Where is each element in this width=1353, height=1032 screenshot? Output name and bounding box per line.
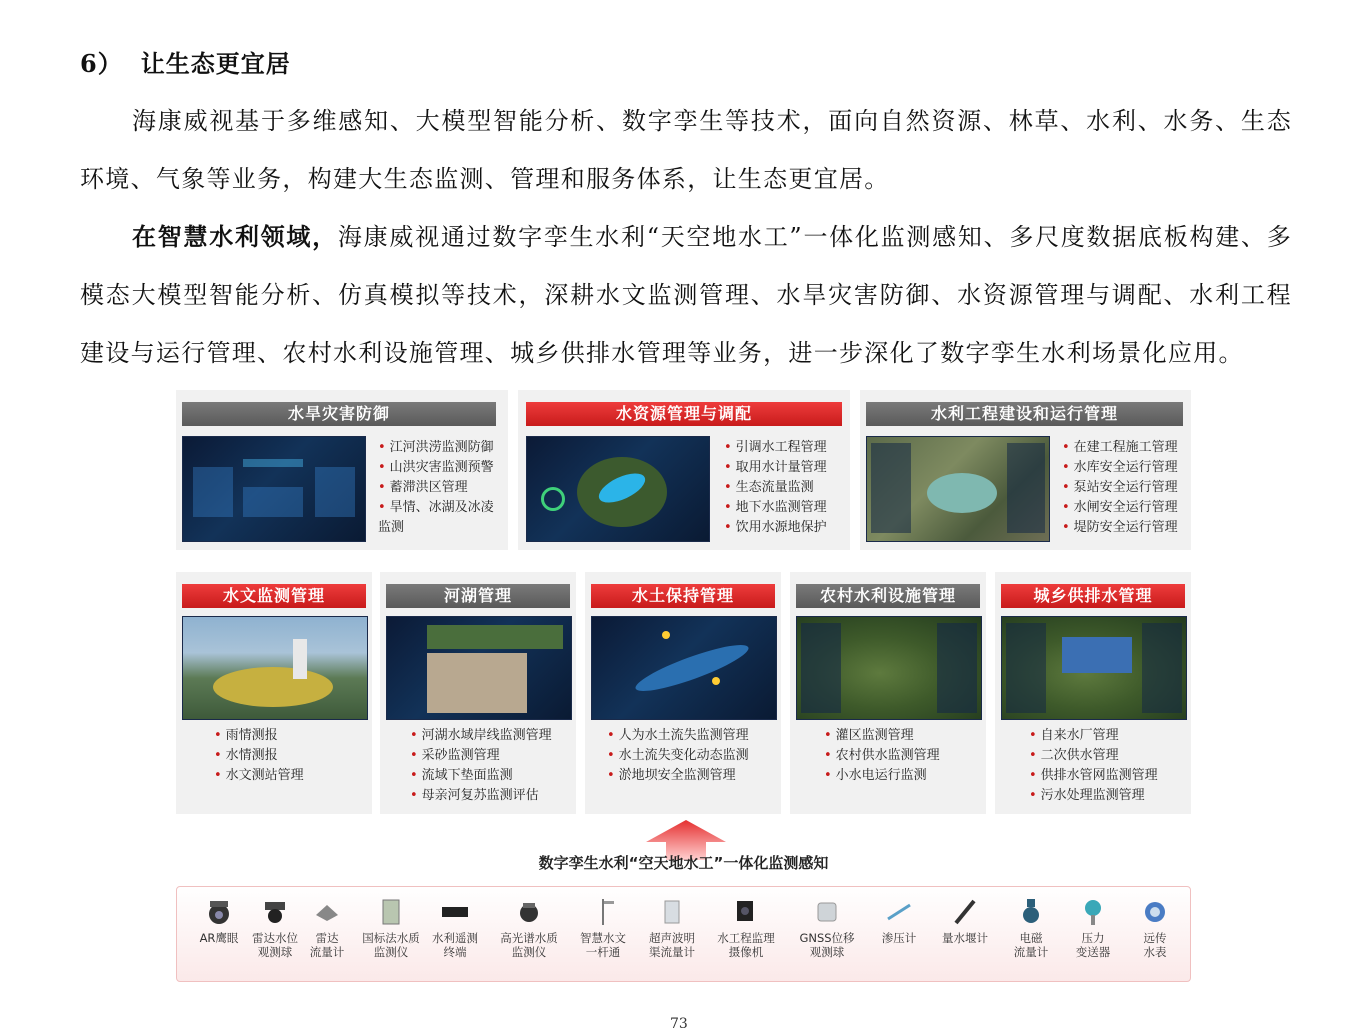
dashboard-screenshot [386,616,572,720]
list-item: • 山洪灾害监测预警 [378,458,502,478]
list-item: • 灌区监测管理 [824,726,984,746]
device-label: 电磁 流量计 [1013,931,1049,959]
device-item [1065,897,1121,959]
device-label: 水工程监理 摄像机 [717,931,775,959]
list-item: • 饮用水源地保护 [724,518,848,538]
list-item: • 江河洪涝监测防御 [378,438,502,458]
device-item [243,897,307,959]
sensing-caption: 数字孪生水利“空天地水工”一体化监测感知 [538,854,829,872]
device-item [1127,897,1183,959]
dashboard-screenshot [1001,616,1187,720]
dashboard-screenshot [526,436,710,542]
feature-list [410,726,574,806]
panel-title: 农村水利设施管理 [796,584,980,608]
list-item: • 淤地坝安全监测管理 [607,766,779,786]
feature-list [607,726,779,786]
dashboard-screenshot [796,616,982,720]
list-item: • 雨情测报 [214,726,364,746]
list-item: • 人为水土流失监测管理 [607,726,779,746]
panel-hydrology [176,572,372,814]
list-item: • 河湖水域岸线监测管理 [410,726,574,746]
device-label: 压力 变送器 [1075,931,1111,959]
device-label: 国标法水质 监测仪 [362,931,420,959]
list-item: • 引调水工程管理 [724,438,848,458]
list-item: • 流域下垫面监测 [410,766,574,786]
device-label: 超声波明 渠流量计 [649,931,695,959]
water-quality-monitor-icon [376,897,406,927]
list-item: • 水土流失变化动态监测 [607,746,779,766]
list-item: • 在建工程施工管理 [1062,438,1190,458]
feature-list [214,726,364,786]
device-label: 高光谱水质 监测仪 [500,931,558,959]
radar-flowmeter-icon [312,897,342,927]
radar-water-level-dome-icon [260,897,290,927]
weir-gauge-icon [950,897,980,927]
panel-rural-facilities [790,572,986,814]
feature-list [1029,726,1189,806]
device-item [1003,897,1059,959]
device-item [709,897,783,959]
panel-title: 河湖管理 [386,584,570,608]
page-number: 73 [670,1016,688,1032]
device-item [423,897,487,959]
telemetry-terminal-icon [440,897,470,927]
device-label: 远传 水表 [1143,931,1167,959]
list-item: • 母亲河复苏监测评估 [410,786,574,806]
list-item: • 水文测站管理 [214,766,364,786]
hyperspectral-monitor-icon [514,897,544,927]
section-heading [80,44,291,79]
panel-urban-rural-water [995,572,1191,814]
list-item: • 水库安全运行管理 [1062,458,1190,478]
remote-water-meter-icon [1140,897,1170,927]
device-label: 雷达水位 观测球 [252,931,298,959]
dashboard-screenshot [182,616,368,720]
list-item: • 蓄滞洪区管理 [378,478,502,498]
device-item [571,897,635,959]
feature-list [824,726,984,786]
list-item: • 农村供水监测管理 [824,746,984,766]
list-item: • 取用水计量管理 [724,458,848,478]
panel-soil-water [585,572,781,814]
section-number: 6） [80,49,123,78]
water-conservancy-paragraph [80,208,1292,382]
intro-paragraph: 海康威视基于多维感知、大模型智能分析、数字孪生等技术，面向自然资源、林草、水利、水务、生态环境、气象等业务，构建大生态监测、管理和服务体系，让生态更宜居。 [80,107,1292,193]
device-item [187,897,251,945]
list-item: • 旱情、冰湖及冰凌监测 [378,498,502,538]
hydrology-pole-icon [588,897,618,927]
panel-title: 城乡供排水管理 [1001,584,1185,608]
list-item: • 污水处理监测管理 [1029,786,1189,806]
device-item [299,897,355,959]
electromagnetic-flowmeter-icon [1016,897,1046,927]
panel-title: 水资源管理与调配 [526,402,842,426]
device-item [933,897,997,945]
device-label: 雷达 流量计 [309,931,345,959]
list-item: • 地下水监测管理 [724,498,848,518]
piezometer-icon [884,897,914,927]
list-item: • 供排水管网监测管理 [1029,766,1189,786]
panel-title: 水文监测管理 [182,584,366,608]
dashboard-screenshot [866,436,1050,542]
dashboard-screenshot [591,616,777,720]
device-label: 智慧水文 一杆通 [580,931,626,959]
device-item [639,897,705,959]
list-item: • 自来水厂管理 [1029,726,1189,746]
device-label: 渗压计 [881,931,917,945]
device-strip [176,886,1191,982]
feature-list [1062,438,1190,538]
device-item [789,897,865,959]
feature-list [724,438,848,538]
list-item: • 水闸安全运行管理 [1062,498,1190,518]
panel-flood-drought [176,390,508,550]
device-label: 水利遥测 终端 [432,931,478,959]
section-title: 让生态更宜居 [140,49,291,78]
paragraph-lead: 在智慧水利领域， [132,222,338,251]
list-item: • 生态流量监测 [724,478,848,498]
smart-water-figure [176,390,1191,985]
panel-water-resources [518,390,850,550]
list-item: • 泵站安全运行管理 [1062,478,1190,498]
device-label: GNSS位移 观测球 [799,931,855,959]
ar-eagle-eye-camera-icon [204,897,234,927]
pressure-transmitter-icon [1078,897,1108,927]
device-label: 量水堰计 [942,931,988,945]
device-label: AR鹰眼 [199,931,239,945]
list-item: • 小水电运行监测 [824,766,984,786]
supervision-camera-icon [731,897,761,927]
panel-engineering [860,390,1191,550]
panel-title: 水土保持管理 [591,584,775,608]
list-item: • 水情测报 [214,746,364,766]
list-item: • 堤防安全运行管理 [1062,518,1190,538]
dashboard-screenshot [182,436,366,542]
list-item: • 采砂监测管理 [410,746,574,766]
feature-list [378,438,502,538]
list-item: • 二次供水管理 [1029,746,1189,766]
device-item [493,897,565,959]
panel-rivers-lakes [380,572,576,814]
device-item [355,897,427,959]
gnss-dome-icon [812,897,842,927]
paragraph-body: 海康威视通过数字孪生水利“天空地水工”一体化监测感知、多尺度数据底板构建、多模态大模型智能分析、仿真模拟等技术，深耕水文监测管理、水旱灾害防御、水资源管理与调配、水利工程建设与运行管理、农村水利设施管理、城乡供排水管理等业务，进一步深化了数字孪生水利场景化应用。 [80,223,1293,367]
ultrasonic-flowmeter-icon [657,897,687,927]
panel-title: 水利工程建设和运行管理 [866,402,1183,426]
device-item [871,897,927,945]
panel-title: 水旱灾害防御 [182,402,496,426]
